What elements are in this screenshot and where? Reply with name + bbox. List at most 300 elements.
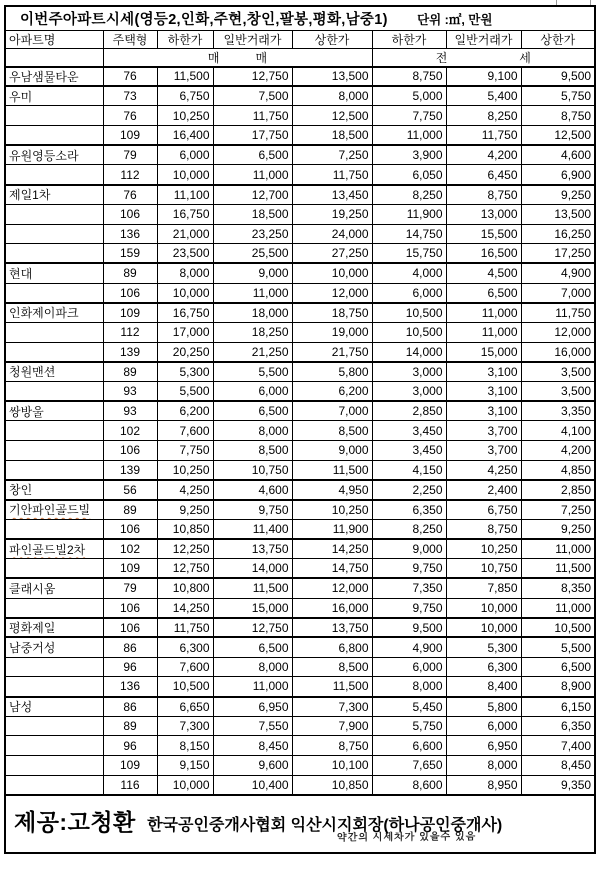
jeonse-price-cell: 11,000 — [521, 539, 595, 559]
jeonse-price-cell: 5,750 — [372, 716, 446, 736]
jeonse-price-cell: 16,000 — [521, 342, 595, 362]
jeonse-price-cell: 6,350 — [372, 500, 446, 520]
jeonse-price-cell: 14,750 — [372, 224, 446, 244]
sale-price-cell: 6,500 — [213, 145, 292, 165]
jeonse-price-cell: 4,000 — [372, 263, 446, 283]
sale-price-cell: 6,950 — [213, 697, 292, 717]
apartment-name-cell — [5, 342, 103, 362]
house-type-cell: 76 — [103, 67, 157, 87]
apartment-name-cell — [5, 716, 103, 736]
sale-price-cell: 8,500 — [213, 441, 292, 461]
jeonse-price-cell: 8,400 — [446, 677, 521, 697]
jeonse-price-cell: 6,500 — [521, 657, 595, 677]
table-row — [5, 460, 595, 480]
header-sale-low: 하한가 — [157, 30, 213, 48]
apartment-name-cell: 우남샘물타운 — [5, 67, 103, 87]
jeonse-price-cell: 4,500 — [446, 263, 521, 283]
jeonse-price-cell: 3,450 — [372, 441, 446, 461]
jeonse-price-cell: 6,450 — [446, 165, 521, 185]
jeonse-price-cell: 13,500 — [521, 204, 595, 224]
sale-price-cell: 10,800 — [157, 578, 213, 598]
jeonse-price-cell: 11,000 — [521, 598, 595, 618]
house-type-cell: 76 — [103, 106, 157, 126]
jeonse-price-cell: 13,000 — [446, 204, 521, 224]
table-row — [5, 637, 595, 657]
jeonse-price-cell: 6,750 — [446, 500, 521, 520]
jeonse-price-cell: 11,000 — [446, 303, 521, 323]
sale-price-cell: 8,000 — [292, 86, 372, 106]
sale-price-cell: 7,500 — [213, 86, 292, 106]
sale-price-cell: 23,250 — [213, 224, 292, 244]
jeonse-price-cell: 7,750 — [372, 106, 446, 126]
table-row — [5, 697, 595, 717]
jeonse-price-cell: 2,250 — [372, 480, 446, 500]
house-type-cell: 136 — [103, 677, 157, 697]
sale-price-cell: 7,300 — [157, 716, 213, 736]
jeonse-price-cell: 9,250 — [521, 519, 595, 539]
sale-price-cell: 7,000 — [292, 401, 372, 421]
jeonse-price-cell: 5,000 — [372, 86, 446, 106]
house-type-cell: 116 — [103, 775, 157, 795]
sale-price-cell: 10,250 — [157, 106, 213, 126]
sale-price-cell: 9,000 — [213, 263, 292, 283]
sale-price-cell: 10,000 — [292, 263, 372, 283]
sale-price-cell: 11,000 — [213, 165, 292, 185]
house-type-cell: 89 — [103, 362, 157, 382]
sale-price-cell: 17,750 — [213, 126, 292, 146]
sale-price-cell: 11,500 — [292, 677, 372, 697]
sale-price-cell: 12,750 — [213, 67, 292, 87]
sale-price-cell: 11,900 — [292, 519, 372, 539]
sale-price-cell: 8,500 — [292, 421, 372, 441]
sale-price-cell: 12,700 — [213, 185, 292, 205]
jeonse-price-cell: 9,750 — [372, 598, 446, 618]
jeonse-price-cell: 14,000 — [372, 342, 446, 362]
table-row — [5, 224, 595, 244]
apartment-name-cell: 평화제일 — [5, 618, 103, 638]
house-type-cell: 106 — [103, 283, 157, 303]
apartment-name-cell: 기안파인골드빌 — [5, 500, 103, 520]
sale-price-cell: 10,000 — [157, 165, 213, 185]
jeonse-price-cell: 8,450 — [521, 756, 595, 776]
jeonse-price-cell: 6,000 — [446, 716, 521, 736]
sale-price-cell: 11,750 — [292, 165, 372, 185]
title-cell — [5, 6, 595, 30]
house-type-cell: 106 — [103, 519, 157, 539]
house-type-cell: 106 — [103, 618, 157, 638]
jeonse-price-cell: 12,000 — [521, 322, 595, 342]
sale-price-cell: 5,300 — [157, 362, 213, 382]
jeonse-price-cell: 7,400 — [521, 736, 595, 756]
sale-price-cell: 9,750 — [213, 500, 292, 520]
table-row — [5, 165, 595, 185]
jeonse-price-cell: 3,350 — [521, 401, 595, 421]
group-header-jeonse: 전 세 — [372, 48, 595, 67]
jeonse-price-cell: 11,000 — [446, 322, 521, 342]
sale-price-cell: 9,600 — [213, 756, 292, 776]
table-row — [5, 677, 595, 697]
jeonse-price-cell: 5,400 — [446, 86, 521, 106]
jeonse-price-cell: 8,900 — [521, 677, 595, 697]
column-header-row — [5, 30, 595, 48]
sale-price-cell: 11,500 — [292, 460, 372, 480]
apartment-name-cell — [5, 736, 103, 756]
house-type-cell: 112 — [103, 165, 157, 185]
house-type-cell: 139 — [103, 342, 157, 362]
sale-price-cell: 11,750 — [213, 106, 292, 126]
sale-price-cell: 11,000 — [213, 283, 292, 303]
footer-cell — [5, 795, 595, 853]
house-type-cell: 159 — [103, 244, 157, 264]
table-row — [5, 519, 595, 539]
jeonse-price-cell: 4,200 — [446, 145, 521, 165]
jeonse-price-cell: 6,150 — [521, 697, 595, 717]
jeonse-price-cell: 10,000 — [446, 618, 521, 638]
sale-price-cell: 10,850 — [292, 775, 372, 795]
unit-label: 단위 :㎡, 만원 — [417, 12, 493, 27]
sale-price-cell: 10,250 — [292, 500, 372, 520]
house-type-cell: 109 — [103, 303, 157, 323]
jeonse-price-cell: 8,250 — [446, 106, 521, 126]
sale-price-cell: 6,200 — [292, 382, 372, 402]
table-row — [5, 322, 595, 342]
group-header-empty — [5, 48, 103, 67]
sale-price-cell: 21,000 — [157, 224, 213, 244]
table-row — [5, 578, 595, 598]
house-type-cell: 136 — [103, 224, 157, 244]
disclaimer-note: 약간의 시세차가 있을수 있음 — [336, 831, 477, 844]
jeonse-price-cell: 4,200 — [521, 441, 595, 461]
provider-name: 제공:고청환 — [14, 808, 136, 835]
table-row — [5, 283, 595, 303]
sale-price-cell: 10,250 — [157, 460, 213, 480]
apartment-name-cell — [5, 126, 103, 146]
jeonse-price-cell: 12,500 — [521, 126, 595, 146]
jeonse-price-cell: 3,500 — [521, 362, 595, 382]
house-type-cell: 109 — [103, 126, 157, 146]
sale-price-cell: 8,000 — [213, 657, 292, 677]
house-type-cell: 93 — [103, 401, 157, 421]
house-type-cell: 56 — [103, 480, 157, 500]
table-row — [5, 618, 595, 638]
sale-price-cell: 19,000 — [292, 322, 372, 342]
jeonse-price-cell: 11,750 — [521, 303, 595, 323]
sale-price-cell: 7,550 — [213, 716, 292, 736]
jeonse-price-cell: 10,500 — [372, 322, 446, 342]
sale-price-cell: 16,000 — [292, 598, 372, 618]
sale-price-cell: 13,750 — [213, 539, 292, 559]
jeonse-price-cell: 15,500 — [446, 224, 521, 244]
table-row — [5, 303, 595, 323]
jeonse-price-cell: 8,000 — [372, 677, 446, 697]
apartment-name-cell: 유원영등소라 — [5, 145, 103, 165]
apartment-name-cell — [5, 519, 103, 539]
jeonse-price-cell: 7,650 — [372, 756, 446, 776]
footer-row — [5, 795, 595, 853]
jeonse-price-cell: 15,000 — [446, 342, 521, 362]
house-type-cell: 109 — [103, 559, 157, 579]
house-type-cell: 86 — [103, 637, 157, 657]
association-label: 한국공인중개사협회 익산시지회장(하나공인중개사) — [147, 816, 503, 834]
sale-price-cell: 6,500 — [213, 637, 292, 657]
apartment-name-cell — [5, 322, 103, 342]
group-header-row — [5, 48, 595, 67]
sale-price-cell: 10,000 — [157, 283, 213, 303]
jeonse-price-cell: 8,250 — [372, 185, 446, 205]
sale-price-cell: 7,600 — [157, 657, 213, 677]
jeonse-price-cell: 10,000 — [446, 598, 521, 618]
header-jeonse-low: 하한가 — [372, 30, 446, 48]
sale-price-cell: 11,100 — [157, 185, 213, 205]
apartment-name-cell: 제일1차 — [5, 185, 103, 205]
sale-price-cell: 6,000 — [213, 382, 292, 402]
sale-price-cell: 14,250 — [157, 598, 213, 618]
jeonse-price-cell: 10,250 — [446, 539, 521, 559]
sale-price-cell: 14,750 — [292, 559, 372, 579]
apartment-name-cell — [5, 756, 103, 776]
sale-price-cell: 5,500 — [213, 362, 292, 382]
apartment-name-cell — [5, 165, 103, 185]
table-row — [5, 145, 595, 165]
sale-price-cell: 7,600 — [157, 421, 213, 441]
jeonse-price-cell: 7,850 — [446, 578, 521, 598]
jeonse-price-cell: 5,450 — [372, 697, 446, 717]
header-house-type: 주택형 — [103, 30, 157, 48]
sale-price-cell: 11,400 — [213, 519, 292, 539]
jeonse-price-cell: 3,450 — [372, 421, 446, 441]
jeonse-price-cell: 2,850 — [372, 401, 446, 421]
jeonse-price-cell: 8,600 — [372, 775, 446, 795]
sale-price-cell: 8,500 — [292, 657, 372, 677]
apartment-name-cell — [5, 106, 103, 126]
header-sale-high: 상한가 — [292, 30, 372, 48]
house-type-cell: 96 — [103, 657, 157, 677]
table-row — [5, 657, 595, 677]
page-title: 이번주아파트시세(영등2,인화,주현,창인,팔봉,평화,남중1) — [20, 11, 388, 28]
sale-price-cell: 9,000 — [292, 441, 372, 461]
sale-price-cell: 6,500 — [213, 401, 292, 421]
house-type-cell: 89 — [103, 716, 157, 736]
jeonse-price-cell: 8,750 — [521, 106, 595, 126]
sale-price-cell: 10,100 — [292, 756, 372, 776]
jeonse-price-cell: 10,500 — [372, 303, 446, 323]
house-type-cell: 106 — [103, 441, 157, 461]
jeonse-price-cell: 11,000 — [372, 126, 446, 146]
sale-price-cell: 10,400 — [213, 775, 292, 795]
group-header-sale: 매 매 — [103, 48, 372, 67]
apartment-name-cell — [5, 283, 103, 303]
jeonse-price-cell: 17,250 — [521, 244, 595, 264]
header-sale-normal: 일반거래가 — [213, 30, 292, 48]
sale-price-cell: 6,650 — [157, 697, 213, 717]
house-type-cell: 112 — [103, 322, 157, 342]
sale-price-cell: 7,750 — [157, 441, 213, 461]
house-type-cell: 76 — [103, 185, 157, 205]
jeonse-price-cell: 8,350 — [521, 578, 595, 598]
sale-price-cell: 21,750 — [292, 342, 372, 362]
jeonse-price-cell: 6,600 — [372, 736, 446, 756]
jeonse-price-cell: 8,000 — [446, 756, 521, 776]
jeonse-price-cell: 9,500 — [372, 618, 446, 638]
table-row — [5, 86, 595, 106]
sale-price-cell: 8,450 — [213, 736, 292, 756]
jeonse-price-cell: 6,300 — [446, 657, 521, 677]
jeonse-price-cell: 3,100 — [446, 382, 521, 402]
table-row — [5, 598, 595, 618]
jeonse-price-cell: 16,250 — [521, 224, 595, 244]
jeonse-price-cell: 8,750 — [446, 185, 521, 205]
jeonse-price-cell: 3,700 — [446, 441, 521, 461]
sale-price-cell: 4,600 — [213, 480, 292, 500]
house-type-cell: 102 — [103, 539, 157, 559]
house-type-cell: 139 — [103, 460, 157, 480]
sale-price-cell: 12,750 — [213, 618, 292, 638]
sale-price-cell: 10,750 — [213, 460, 292, 480]
jeonse-price-cell: 4,900 — [521, 263, 595, 283]
apartment-price-table — [4, 5, 596, 854]
apartment-name-cell — [5, 677, 103, 697]
house-type-cell: 93 — [103, 382, 157, 402]
sale-price-cell: 12,000 — [292, 578, 372, 598]
sale-price-cell: 8,750 — [292, 736, 372, 756]
apartment-name-cell: 쌍방울 — [5, 401, 103, 421]
sale-price-cell: 10,500 — [157, 677, 213, 697]
sale-price-cell: 13,450 — [292, 185, 372, 205]
table-row — [5, 263, 595, 283]
jeonse-price-cell: 8,750 — [372, 67, 446, 87]
jeonse-price-cell: 3,900 — [372, 145, 446, 165]
price-table-body — [5, 67, 595, 795]
table-row — [5, 382, 595, 402]
table-row — [5, 244, 595, 264]
apartment-name-cell — [5, 657, 103, 677]
jeonse-price-cell: 5,300 — [446, 637, 521, 657]
apartment-name-cell — [5, 460, 103, 480]
sale-price-cell: 11,750 — [157, 618, 213, 638]
sale-price-cell: 13,750 — [292, 618, 372, 638]
jeonse-price-cell: 2,850 — [521, 480, 595, 500]
sale-price-cell: 18,500 — [292, 126, 372, 146]
sale-price-cell: 6,300 — [157, 637, 213, 657]
sale-price-cell: 14,000 — [213, 559, 292, 579]
jeonse-price-cell: 9,000 — [372, 539, 446, 559]
jeonse-price-cell: 6,350 — [521, 716, 595, 736]
house-type-cell: 89 — [103, 263, 157, 283]
header-apartment-name: 아파트명 — [5, 30, 103, 48]
jeonse-price-cell: 3,700 — [446, 421, 521, 441]
sale-price-cell: 27,250 — [292, 244, 372, 264]
table-row — [5, 480, 595, 500]
sale-price-cell: 19,250 — [292, 204, 372, 224]
jeonse-price-cell: 4,600 — [521, 145, 595, 165]
sale-price-cell: 5,800 — [292, 362, 372, 382]
table-row — [5, 775, 595, 795]
apartment-name-cell: 남성 — [5, 697, 103, 717]
apartment-name-cell: 우미 — [5, 86, 103, 106]
sale-price-cell: 6,750 — [157, 86, 213, 106]
sale-price-cell: 25,500 — [213, 244, 292, 264]
table-row — [5, 500, 595, 520]
sale-price-cell: 17,000 — [157, 322, 213, 342]
jeonse-price-cell: 10,500 — [521, 618, 595, 638]
sale-price-cell: 8,150 — [157, 736, 213, 756]
table-row — [5, 441, 595, 461]
table-row — [5, 362, 595, 382]
house-type-cell: 79 — [103, 578, 157, 598]
house-type-cell: 96 — [103, 736, 157, 756]
apartment-name-cell: 남중거성 — [5, 637, 103, 657]
apartment-name-cell: 현대 — [5, 263, 103, 283]
house-type-cell: 73 — [103, 86, 157, 106]
jeonse-price-cell: 8,250 — [372, 519, 446, 539]
jeonse-price-cell: 6,000 — [372, 657, 446, 677]
sale-price-cell: 7,250 — [292, 145, 372, 165]
jeonse-price-cell: 9,250 — [521, 185, 595, 205]
sale-price-cell: 18,250 — [213, 322, 292, 342]
table-row — [5, 716, 595, 736]
sale-price-cell: 8,000 — [157, 263, 213, 283]
header-jeonse-high: 상한가 — [521, 30, 595, 48]
jeonse-price-cell: 10,750 — [446, 559, 521, 579]
jeonse-price-cell: 11,750 — [446, 126, 521, 146]
sale-price-cell: 21,250 — [213, 342, 292, 362]
jeonse-price-cell: 2,400 — [446, 480, 521, 500]
table-row — [5, 106, 595, 126]
sale-price-cell: 16,750 — [157, 204, 213, 224]
jeonse-price-cell: 7,000 — [521, 283, 595, 303]
table-row — [5, 342, 595, 362]
apartment-name-cell: 클래시움 — [5, 578, 103, 598]
sale-price-cell: 11,500 — [213, 578, 292, 598]
jeonse-price-cell: 4,150 — [372, 460, 446, 480]
sale-price-cell: 10,850 — [157, 519, 213, 539]
sale-price-cell: 7,900 — [292, 716, 372, 736]
apartment-name-cell: 인화제이파크 — [5, 303, 103, 323]
jeonse-price-cell: 6,500 — [446, 283, 521, 303]
jeonse-price-cell: 5,800 — [446, 697, 521, 717]
table-row — [5, 204, 595, 224]
title-row — [5, 6, 595, 30]
table-row — [5, 67, 595, 87]
jeonse-price-cell: 3,000 — [372, 382, 446, 402]
jeonse-price-cell: 11,900 — [372, 204, 446, 224]
house-type-cell: 89 — [103, 500, 157, 520]
sale-price-cell: 23,500 — [157, 244, 213, 264]
sale-price-cell: 8,000 — [213, 421, 292, 441]
apartment-name-cell — [5, 441, 103, 461]
jeonse-price-cell: 4,850 — [521, 460, 595, 480]
sale-price-cell: 7,300 — [292, 697, 372, 717]
jeonse-price-cell: 6,900 — [521, 165, 595, 185]
sale-price-cell: 16,750 — [157, 303, 213, 323]
sale-price-cell: 4,950 — [292, 480, 372, 500]
jeonse-price-cell: 8,950 — [446, 775, 521, 795]
jeonse-price-cell: 5,750 — [521, 86, 595, 106]
table-row — [5, 539, 595, 559]
house-type-cell: 106 — [103, 598, 157, 618]
sale-price-cell: 10,000 — [157, 775, 213, 795]
sale-price-cell: 12,750 — [157, 559, 213, 579]
sale-price-cell: 12,000 — [292, 283, 372, 303]
sale-price-cell: 12,250 — [157, 539, 213, 559]
sale-price-cell: 20,250 — [157, 342, 213, 362]
jeonse-price-cell: 9,500 — [521, 67, 595, 87]
sale-price-cell: 4,250 — [157, 480, 213, 500]
jeonse-price-cell: 16,500 — [446, 244, 521, 264]
house-type-cell: 86 — [103, 697, 157, 717]
jeonse-price-cell: 3,100 — [446, 362, 521, 382]
sale-price-cell: 11,500 — [157, 67, 213, 87]
